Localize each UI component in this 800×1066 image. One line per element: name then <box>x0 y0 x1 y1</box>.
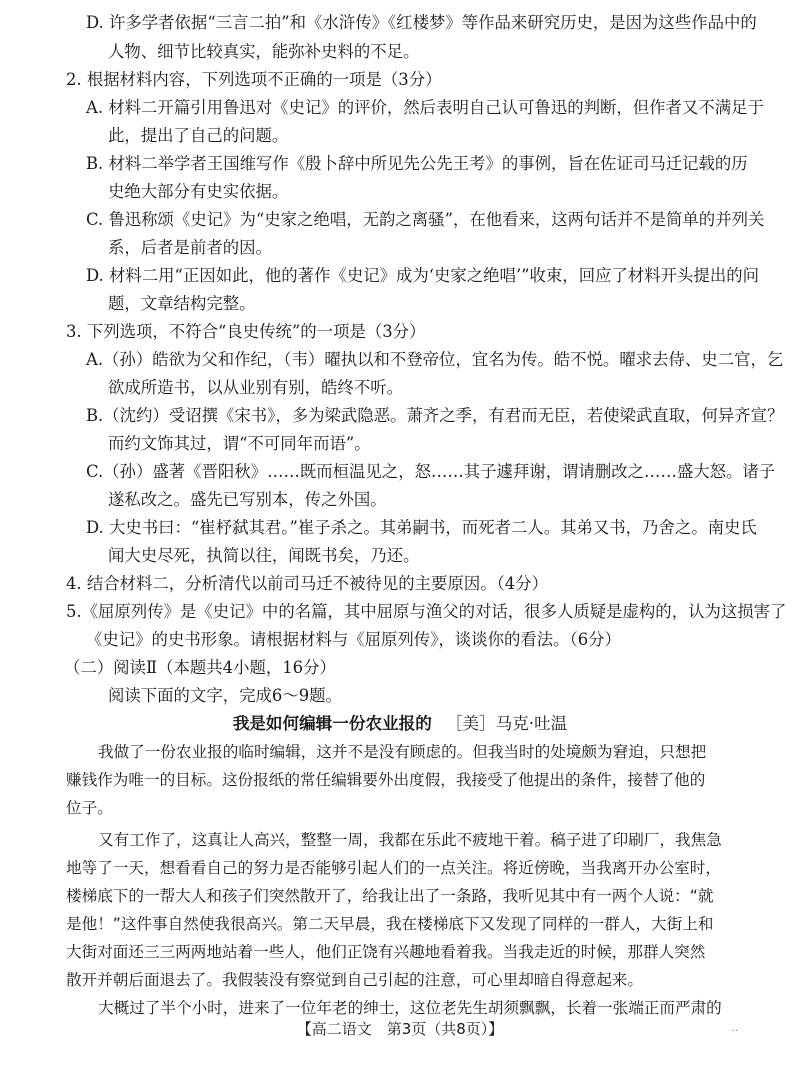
article-line: 地等了一天，想看看自己的努力是否能够引起人们的一点关注。将近傍晚，当我离开办公室时， <box>66 859 721 877</box>
text-line: 闻大史尽死，执简以往，闻既书矣，乃还。 <box>108 546 420 565</box>
article-line: 大概过了半个小时，进来了一位年老的绅士，这位老先生胡须飘飘，长着一张端正而严肃的 <box>98 999 722 1017</box>
text-line: C. 鲁迅称颂《史记》为“史家之绝唱，无韵之离骚”，在他看来，这两句话并不是简单的并列关 <box>86 210 765 229</box>
text-line: 题，文章结构完整。 <box>108 294 256 313</box>
article-line: 大街对面还三三两两地站着一些人，他们正饶有兴趣地看着我。当我走近的时候，那群人突然 <box>66 943 706 961</box>
text-line: 此，提出了自己的问题。 <box>108 126 289 145</box>
article-line: 又有工作了，这真让人高兴，整整一周，我都在乐此不疲地干着。稿子进了印刷厂，我焦急 <box>98 831 722 849</box>
text-line: 2. 根据材料内容，下列选项不正确的一项是（3分） <box>66 70 442 89</box>
text-line: 史绝大部分有史实依据。 <box>108 182 289 201</box>
article-title <box>0 713 800 735</box>
text-line: A. 材料二开篇引用鲁迅对《史记》的评价，然后表明自己认可鲁迅的判断，但作者又不满足于 <box>86 98 764 117</box>
text-line: D. 材料二用“正因如此，他的著作《史记》成为‘史家之绝唱’”收束，回应了材料开头提出的问 <box>86 266 759 285</box>
text-line: 遂私改之。盛先已写别本，传之外国。 <box>108 490 387 509</box>
article-title-text: 我是如何编辑一份农业报的 <box>232 714 432 733</box>
text-line: D. 大史书曰：“崔杼弑其君。”崔子杀之。其弟嗣书，而死者二人。其弟又书，乃舍之。南史氏 <box>86 518 757 537</box>
text-line: B.（沈约）受诏撰《宋书》，多为梁武隐恶。萧齐之季，有君而无臣，若使梁武直取，何异齐宣？ <box>86 406 784 425</box>
page-footer: 【高二语文 第3页（共8页）】 <box>296 1020 504 1038</box>
text-line: D. 许多学者依据“三言二拍”和《水浒传》《红楼梦》等作品来研究历史，是因为这些作品中的 <box>86 13 757 32</box>
text-line: 3. 下列选项，不符合“良史传统”的一项是（3分） <box>66 322 426 341</box>
article-line: 位子。 <box>66 799 113 817</box>
text-line: 阅读下面的文字，完成6～9题。 <box>108 686 342 705</box>
article-line: 散开并朝后面退去了。我假装没有察觉到自己引起的注意，可心里却暗自得意起来。 <box>66 971 643 989</box>
text-line: 而约文饰其过，谓“不可同年而语”。 <box>108 434 371 453</box>
text-line: 4. 结合材料二，分析清代以前司马迁不被待见的主要原因。（4分） <box>66 574 549 593</box>
text-line: 系，后者是前者的因。 <box>108 238 272 257</box>
text-line: 人物、细节比较真实，能弥补史料的不足。 <box>108 42 420 61</box>
text-line: （二）阅读Ⅱ（本题共4小题，16分） <box>64 658 336 677</box>
article-line: 楼梯底下的一帮大人和孩子们突然散开了，给我让出了一条路，我听见其中有一两个人说：“就 <box>66 887 714 905</box>
article-author: ［美］马克·吐温 <box>445 714 568 733</box>
article-line: 赚钱作为唯一的目标。这份报纸的常任编辑要外出度假，我接受了他提出的条件，接替了他的 <box>66 771 706 789</box>
text-line: 欲成所造书，以从业别有别，皓终不听。 <box>108 378 404 397</box>
text-line: C.（孙）盛著《晋阳秋》……既而桓温见之，怒……其子遽拜谢，谓请删改之……盛大怒。诸子 <box>86 462 776 481</box>
text-line: B. 材料二举学者王国维写作《殷卜辞中所见先公先王考》的事例，旨在佐证司马迁记载的历 <box>86 154 748 173</box>
text-line: 《史记》的史书形象。请根据材料与《屈原列传》，谈谈你的看法。（6分） <box>86 630 621 649</box>
article-line: 我做了一份农业报的临时编辑，这并不是没有顾虑的。但我当时的处境颇为窘迫，只想把 <box>98 743 707 761</box>
corner-mark: ·· <box>731 1026 738 1037</box>
article-line: 是他！”这件事自然使我很高兴。第二天早晨，我在楼梯底下又发现了同样的一群人，大街上和 <box>66 915 714 933</box>
text-line: 5.《屈原列传》是《史记》中的名篇，其中屈原与渔父的对话，很多人质疑是虚构的，认为这损害了 <box>66 602 787 621</box>
text-line: A.（孙）皓欲为父和作纪，（韦）曜执以和不登帝位，宜名为传。皓不悦。曜求去侍、史二官，乞 <box>86 350 784 369</box>
